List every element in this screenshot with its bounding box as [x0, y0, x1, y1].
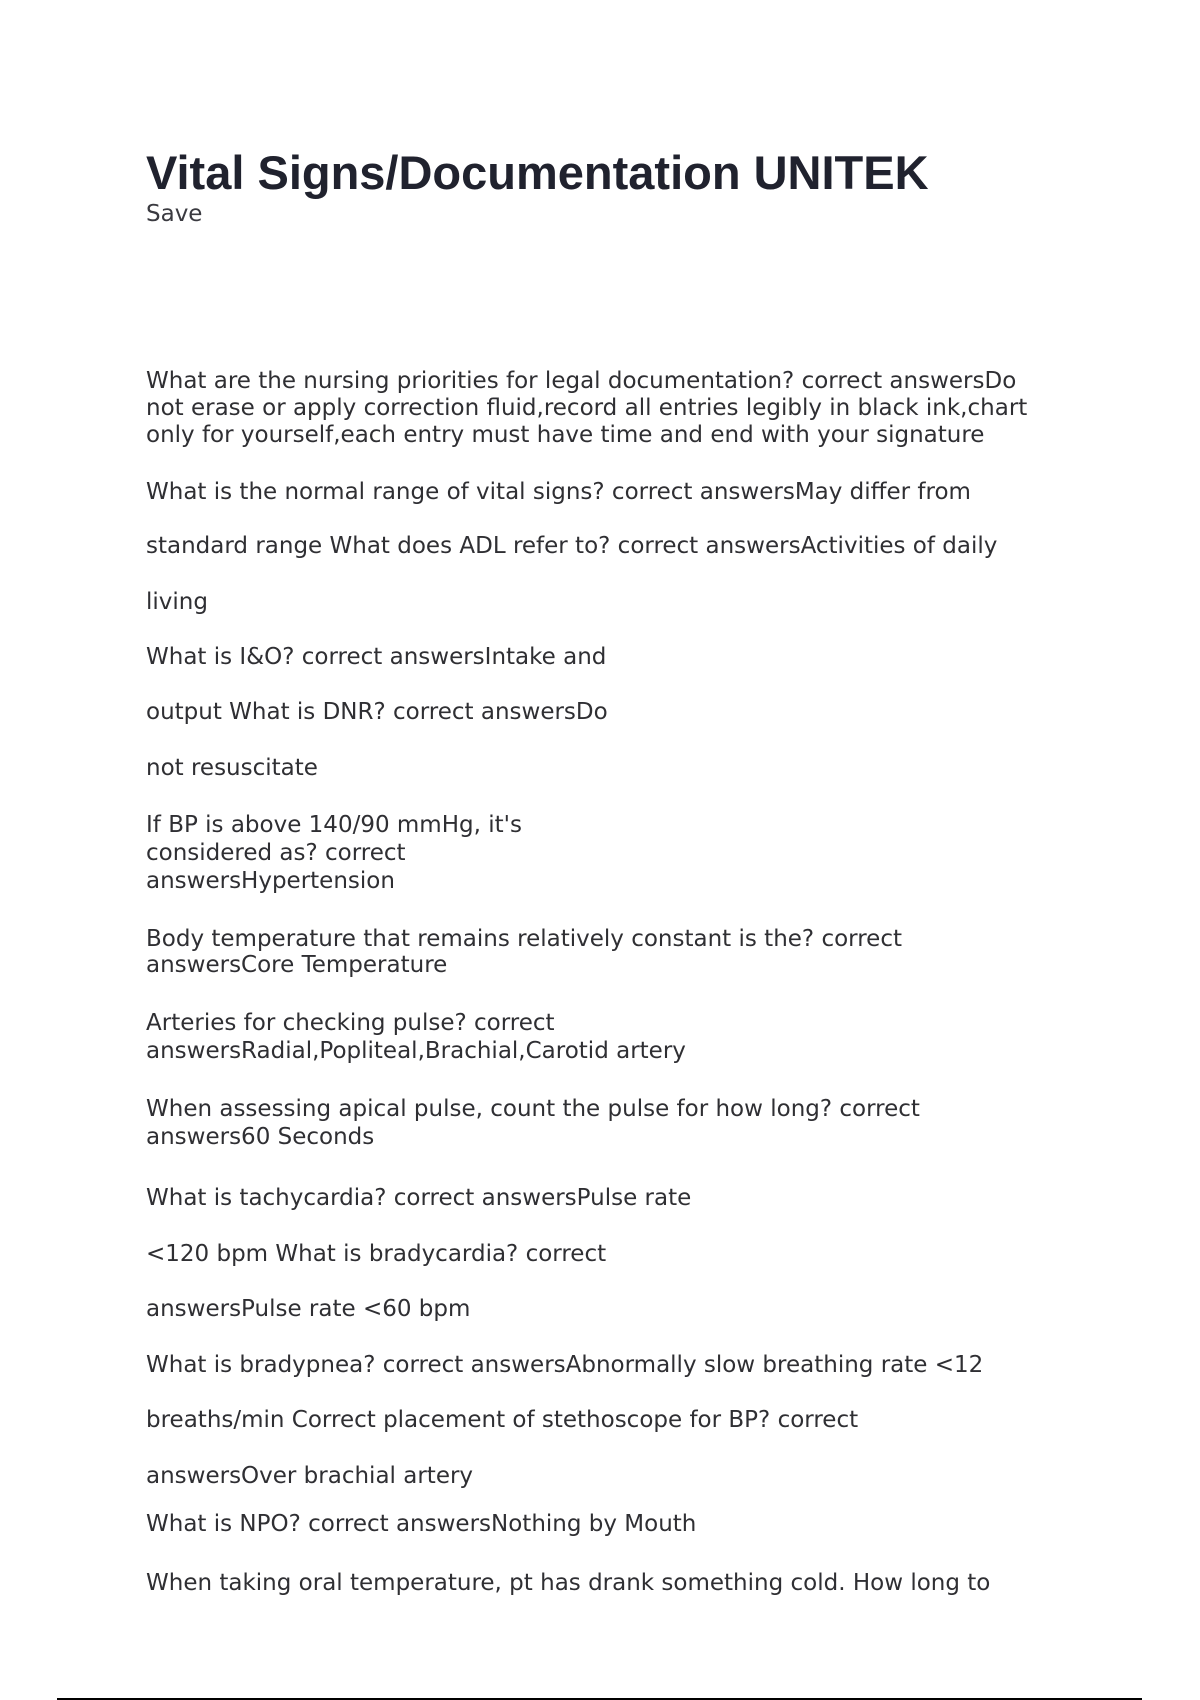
- text-line: standard range What does ADL refer to? correct answersActivities of daily: [146, 533, 998, 559]
- text-line: answers60 Seconds: [146, 1124, 375, 1150]
- text-line: What is bradypnea? correct answersAbnormally slow breathing rate <12: [146, 1352, 984, 1378]
- text-line: answersRadial,Popliteal,Brachial,Carotid artery: [146, 1038, 686, 1064]
- text-line: answersPulse rate <60 bpm: [146, 1296, 471, 1322]
- save-button[interactable]: Save: [146, 201, 203, 227]
- text-line: answersHypertension: [146, 868, 395, 894]
- text-line: What are the nursing priorities for legal documentation? correct answersDo: [146, 368, 1017, 394]
- text-line: breaths/min Correct placement of stethoscope for BP? correct: [146, 1407, 859, 1433]
- text-line: not erase or apply correction fluid,record all entries legibly in black ink,chart: [146, 395, 1028, 421]
- text-line: What is the normal range of vital signs? correct answersMay differ from: [146, 479, 971, 505]
- text-line: Arteries for checking pulse? correct: [146, 1010, 555, 1036]
- text-line: Body temperature that remains relatively constant is the? correct: [146, 926, 902, 952]
- text-line: not resuscitate: [146, 755, 318, 781]
- text-line: What is I&O? correct answersIntake and: [146, 644, 607, 670]
- text-line: answersCore Temperature: [146, 952, 448, 978]
- text-line: If BP is above 140/90 mmHg, it's: [146, 812, 522, 838]
- text-line: only for yourself,each entry must have time and end with your signature: [146, 422, 985, 448]
- text-line: When assessing apical pulse, count the pulse for how long? correct: [146, 1096, 920, 1122]
- page-title: Vital Signs/Documentation UNITEK: [146, 146, 929, 199]
- text-line: When taking oral temperature, pt has drank something cold. How long to: [146, 1570, 991, 1596]
- text-line: answersOver brachial artery: [146, 1463, 474, 1489]
- text-line: output What is DNR? correct answersDo: [146, 699, 608, 725]
- text-line: considered as? correct: [146, 840, 406, 866]
- text-line: What is tachycardia? correct answersPulse rate: [146, 1185, 692, 1211]
- text-line: <120 bpm What is bradycardia? correct: [146, 1241, 607, 1267]
- text-line: What is NPO? correct answersNothing by Mouth: [146, 1511, 697, 1537]
- text-line: living: [146, 589, 208, 615]
